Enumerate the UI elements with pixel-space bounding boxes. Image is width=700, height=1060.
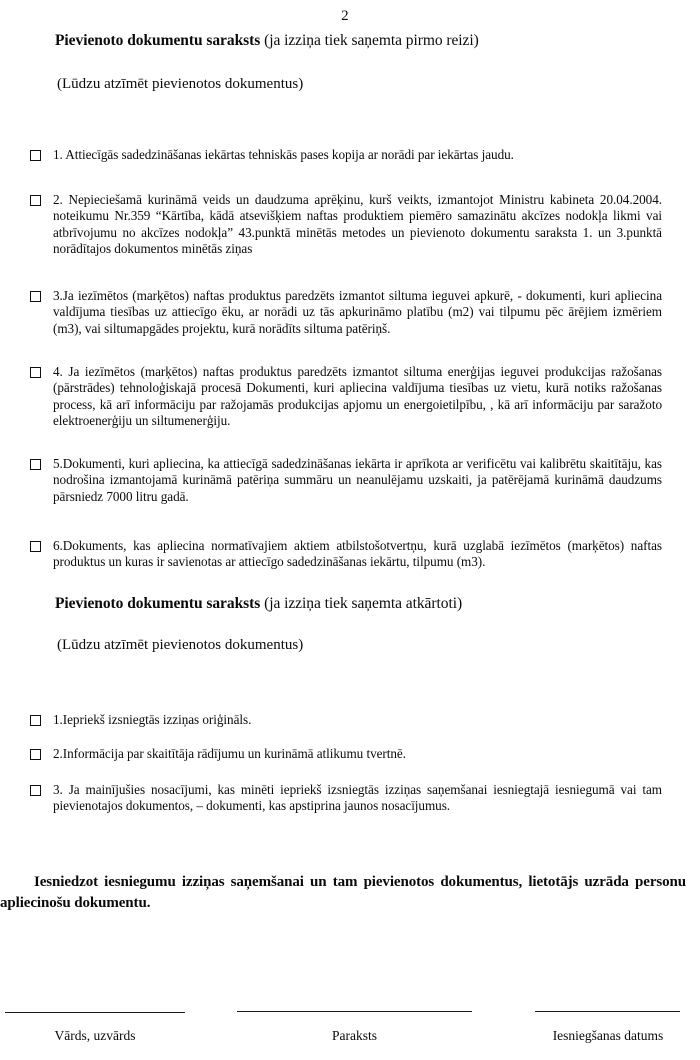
- signature-label-name: Vārds, uzvārds: [54, 1028, 136, 1043]
- checkbox-item-label: 2.Informācija par skaitītāja rādījumu un kurināmā atlikumu tvertnē.: [53, 746, 406, 761]
- section-heading-repeat: [55, 595, 462, 613]
- checkbox-item-label: 3. Ja mainījušies nosacījumi, kas minēti iepriekš izsniegtās izziņas saņemšanai iesniegtajā iesniegumā vai tam pievienotajos dokumentos, – dokumenti, kas apstiprina jaunos nosacījumus.: [53, 782, 662, 814]
- checkbox-item-label: 6.Dokuments, kas apliecina normatīvajiem aktiem atbilstošotvertņu, kurā uzglabā iezīmētos (marķētos) naftas produktus un kuras ir savienotas ar attiecīgo sadedzināšanas iekārtu, tilpumu (m3).: [53, 538, 662, 570]
- section-heading-bold-text: Pievienoto dokumentu saraksts: [55, 32, 261, 49]
- checkbox-item-2-2[interactable]: [30, 746, 662, 762]
- checkbox-icon[interactable]: [30, 291, 41, 302]
- checkbox-item-2-1[interactable]: [30, 712, 662, 728]
- checkbox-item-label: 1. Attiecīgās sadedzināšanas iekārtas tehniskās pases kopija ar norādi par iekārtas jaudu.: [53, 147, 514, 162]
- checkbox-item-1-6[interactable]: [30, 538, 662, 571]
- checkbox-icon[interactable]: [30, 150, 41, 161]
- checkbox-item-1-2[interactable]: [30, 192, 662, 257]
- checkbox-item-1-3[interactable]: [30, 288, 662, 337]
- signature-line-date: [535, 1011, 680, 1012]
- checkbox-item-1-5[interactable]: [30, 456, 662, 505]
- section-heading-regular-text: (ja izziņa tiek saņemta pirmo reizi): [264, 32, 479, 49]
- checkbox-icon[interactable]: [30, 785, 41, 796]
- checkbox-icon[interactable]: [30, 367, 41, 378]
- checkbox-item-label: 4. Ja iezīmētos (marķētos) naftas produktus paredzēts izmantot siltuma enerģijas ieguvei produkcijas ražošanas (pārstrādes) tehnoloģiskajā procesā Dokumenti, kuri apliecina valdījuma tiesības uz vietu, kurā notiks ražošanas process, kā arī informāciju par ražojamās produkcijas apjomu un energoietilpību, , kā arī informāciju par saražoto elektroenerģiju un siltumenerģiju.: [53, 364, 662, 428]
- checkbox-item-1-4[interactable]: [30, 364, 662, 429]
- page-number: 2: [341, 8, 349, 24]
- checkbox-icon[interactable]: [30, 541, 41, 552]
- checkbox-icon[interactable]: [30, 195, 41, 206]
- section-heading-bold-text: Pievienoto dokumentu saraksts: [55, 595, 261, 612]
- closing-paragraph: [0, 872, 686, 914]
- checkbox-item-label: 3.Ja iezīmētos (marķētos) naftas produktus paredzēts izmantot siltuma ieguvei apkurē, - dokumenti, kuri apliecina valdījuma tiesības uz attiecīgo ēku, ar norādi uz tās apkurināmo platību (m2) vai tilpumu pēc ārējiem izmēriem (m3), vai siltumapgādes projektu, kurā norādīts siltuma patēriņš.: [53, 288, 662, 336]
- section-heading-regular-text: (ja izziņa tiek saņemta atkārtoti): [264, 595, 463, 612]
- section-note-first-time: (Lūdzu atzīmēt pievienotos dokumentus): [57, 76, 304, 92]
- checkbox-item-2-3[interactable]: [30, 782, 662, 815]
- section-heading-first-time: [55, 32, 479, 50]
- checkbox-item-1-1[interactable]: [30, 147, 662, 163]
- checkbox-item-label: 2. Nepieciešamā kurināmā veids un daudzuma aprēķinu, kurš veikts, izmantojot Ministru kabineta 20.04.2004. noteikumu Nr.359 “Kārtība, kādā atsevišķiem naftas produktiem piemēro samazinātu akcīzes nodokļa likmi vai atbrīvojumu no akcīzes nodokļa” 43.punktā minētās metodes un pievienoto dokumentu saraksta 1. un 3.punktā norādītajos dokumentos minētās ziņas: [53, 192, 662, 256]
- checkbox-icon[interactable]: [30, 749, 41, 760]
- checkbox-item-label: 5.Dokumenti, kuri apliecina, ka attiecīgā sadedzināšanas iekārta ir aprīkota ar verificētu vai kalibrētu skaitītāju, kas nodrošina izmantojamā kurināmā patēriņa summāru un neanulējamu uzskaiti, ja patērējamā kurināmā daudzums pārsniedz 7000 litru gadā.: [53, 456, 662, 504]
- checkbox-icon[interactable]: [30, 459, 41, 470]
- closing-paragraph-text: Iesniedzot iesniegumu izziņas saņemšanai un tam pievienotos dokumentus, lietotājs uzrāda personu apliecinošu dokumentu.: [0, 874, 686, 911]
- checkbox-icon[interactable]: [30, 715, 41, 726]
- signature-label-date: Iesniegšanas datums: [552, 1028, 664, 1043]
- signature-label-signature: Paraksts: [332, 1028, 377, 1043]
- signature-line-signature: [237, 1011, 472, 1012]
- signature-line-name: [5, 1012, 185, 1013]
- section-note-repeat: (Lūdzu atzīmēt pievienotos dokumentus): [57, 637, 304, 653]
- checkbox-item-label: 1.Iepriekš izsniegtās izziņas oriģināls.: [53, 712, 252, 727]
